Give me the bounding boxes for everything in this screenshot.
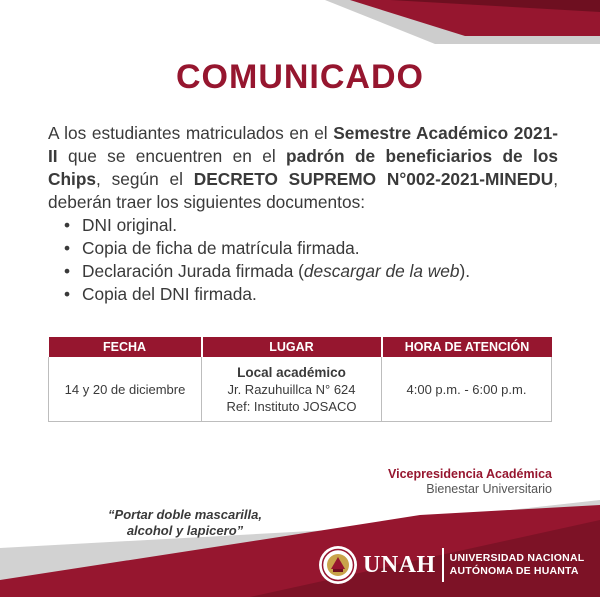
lugar-address: Jr. Razuhuillca N° 624 xyxy=(227,381,356,397)
list-item xyxy=(64,260,558,283)
column-header-hora: HORA DE ATENCIÓN xyxy=(382,337,552,357)
office-subunit: Bienestar Universitario xyxy=(426,482,552,496)
fecha-cell: 14 y 20 de diciembre xyxy=(49,357,202,422)
list-item-text: Declaración Jurada firmada ( xyxy=(82,261,304,281)
reminder-line: “Portar doble mascarilla, xyxy=(108,507,262,522)
intro-paragraph xyxy=(48,122,558,214)
hora-cell: 4:00 p.m. - 6:00 p.m. xyxy=(382,357,552,422)
column-header-lugar: LUGAR xyxy=(202,337,382,357)
logo-divider xyxy=(442,548,444,582)
list-item: • DNI original. xyxy=(64,214,558,237)
decree-highlight: DECRETO SUPREMO N°002-2021-MINEDU xyxy=(193,169,554,189)
logo-acronym: UNAH xyxy=(363,551,436,578)
lugar-cell xyxy=(202,357,382,422)
university-name xyxy=(450,552,585,578)
list-item: • Copia del DNI firmada. xyxy=(64,283,558,306)
download-hint: descargar de la web xyxy=(303,261,460,281)
university-logo xyxy=(318,544,584,586)
semester-highlight: Semestre Académico 2021-II xyxy=(48,123,558,166)
health-reminder xyxy=(80,507,290,539)
university-seal-icon xyxy=(318,545,358,585)
intro-text-3: , según el xyxy=(96,169,194,189)
announcement-body xyxy=(48,122,558,306)
documents-list xyxy=(48,214,558,306)
column-header-fecha: FECHA xyxy=(49,337,202,357)
schedule-table xyxy=(48,337,552,422)
reminder-line: alcohol y lapicero” xyxy=(126,523,244,538)
lugar-reference: Ref: Instituto JOSACO xyxy=(226,398,357,414)
table-row xyxy=(49,357,552,422)
list-item-text: ). xyxy=(459,261,471,281)
office-signature xyxy=(388,467,552,497)
beneficiaries-highlight: padrón de beneficiarios de los Chips xyxy=(48,146,558,189)
lugar-name: Local académico xyxy=(237,364,346,380)
office-name: Vicepresidencia Académica xyxy=(388,467,552,481)
university-name-line: AUTÓNOMA DE HUANTA xyxy=(449,565,579,577)
page-title: COMUNICADO xyxy=(176,58,424,96)
intro-text-1: A los estudiantes matriculados en el xyxy=(48,123,334,143)
university-name-line: UNIVERSIDAD NACIONAL xyxy=(449,552,585,564)
table-header-row xyxy=(49,337,552,357)
intro-text-4: , deberán traer los siguientes documentos: xyxy=(48,169,558,212)
intro-text-2: que se encuentren en el xyxy=(57,146,287,166)
list-item: • Copia de ficha de matrícula firmada. xyxy=(64,237,558,260)
